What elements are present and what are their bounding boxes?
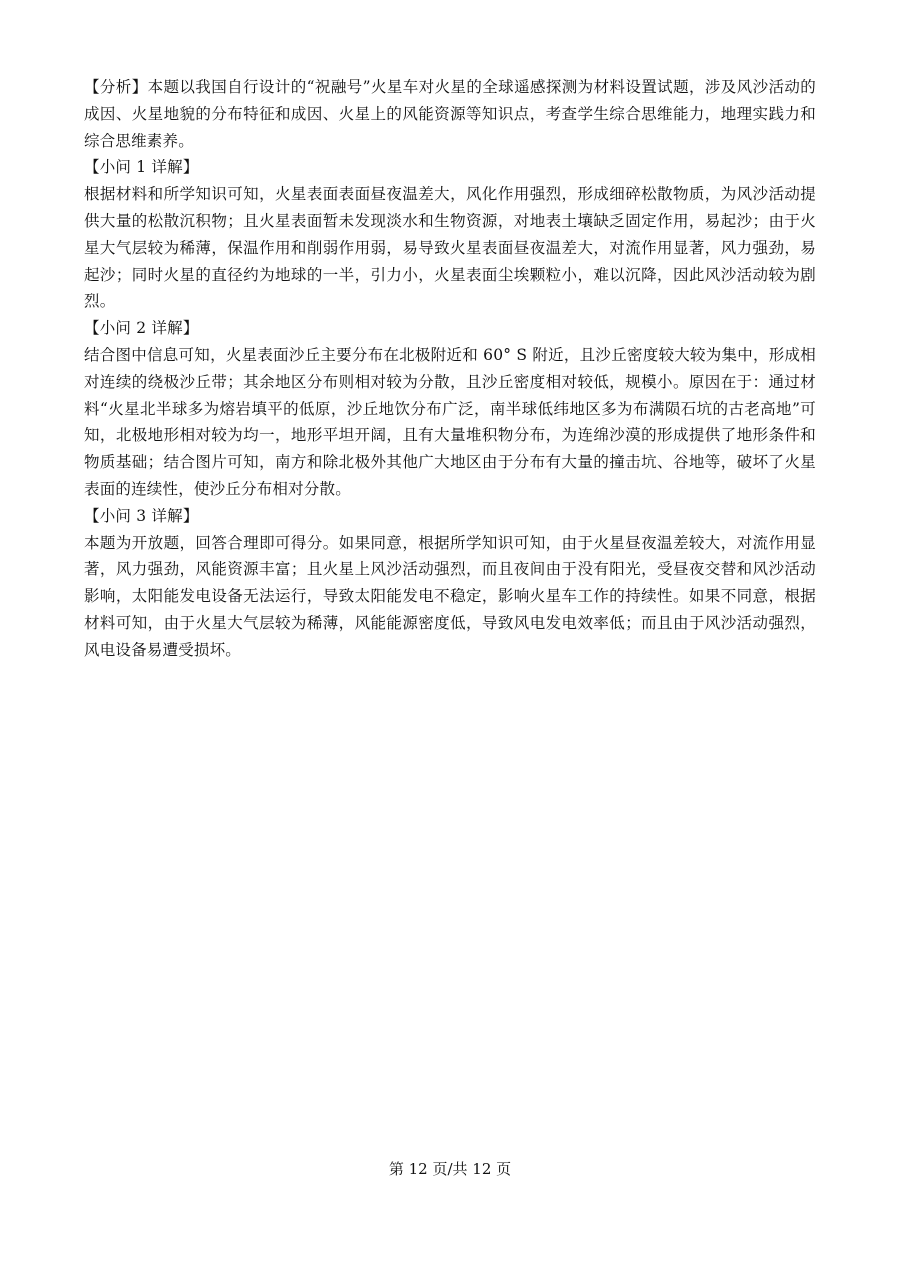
question-2-heading: 【小问 2 详解】 xyxy=(84,319,199,338)
analysis-paragraph: 【分析】本题以我国自行设计的“祝融号”火星车对火星的全球遥感探测为材料设置试题，涉及风沙活动的成因、火星地貌的分布特征和成因、火星上的风能资源等知识点，考查学生综合思维能力，地理实践力和综合思维素养。 xyxy=(84,78,816,150)
page-number-footer: 第 12 页/共 12 页 xyxy=(388,1160,512,1178)
document-body xyxy=(84,74,816,664)
question-2-answer: 结合图中信息可知，火星表面沙丘主要分布在北极附近和 60° S 附近，且沙丘密度较大较为集中，形成相对连续的绕极沙丘带；其余地区分布则相对较为分散，且沙丘密度相对较低，规模小。原因在于：通过材料“火星北半球多为熔岩填平的低原，沙丘地饮分布广泛，南半球低纬地区多为布满陨石坑的古老高地”可知，北极地形相对较为均一，地形平坦开阔，且有大量堆积物分布，为连绵沙漠的形成提供了地形条件和物质基础；结合图片可知，南方和除北极外其他广大地区由于分布有大量的撞击坑、谷地等，破坏了火星表面的连续性，使沙丘分布相对分散。 xyxy=(84,345,816,498)
question-3-answer: 本题为开放题，回答合理即可得分。如果同意，根据所学知识可知，由于火星昼夜温差较大，对流作用显著，风力强劲，风能资源丰富；且火星上风沙活动强烈，而且夜间由于没有阳光，受昼夜交替和风沙活动影响，太阳能发电设备无法运行，导致太阳能发电不稳定，影响火星车工作的持续性。如果不同意，根据材料可知，由于火星大气层较为稀薄，风能能源密度低，导致风电发电效率低；而且由于风沙活动强烈，风电设备易遭受损坏。 xyxy=(84,533,816,659)
question-1-heading: 【小问 1 详解】 xyxy=(84,158,199,177)
question-3-heading: 【小问 3 详解】 xyxy=(84,506,199,525)
question-1-answer: 根据材料和所学知识可知，火星表面表面昼夜温差大，风化作用强烈，形成细碎松散物质，为风沙活动提供大量的松散沉积物；且火星表面暂未发现淡水和生物资源，对地表土壤缺乏固定作用，易起沙；由于火星大气层较为稀薄，保温作用和削弱作用弱，易导致火星表面昼夜温差大，对流作用显著，风力强劲，易起沙；同时火星的直径约为地球的一半，引力小，火星表面尘埃颗粒小，难以沉降，因此风沙活动较为剧烈。 xyxy=(84,185,816,311)
